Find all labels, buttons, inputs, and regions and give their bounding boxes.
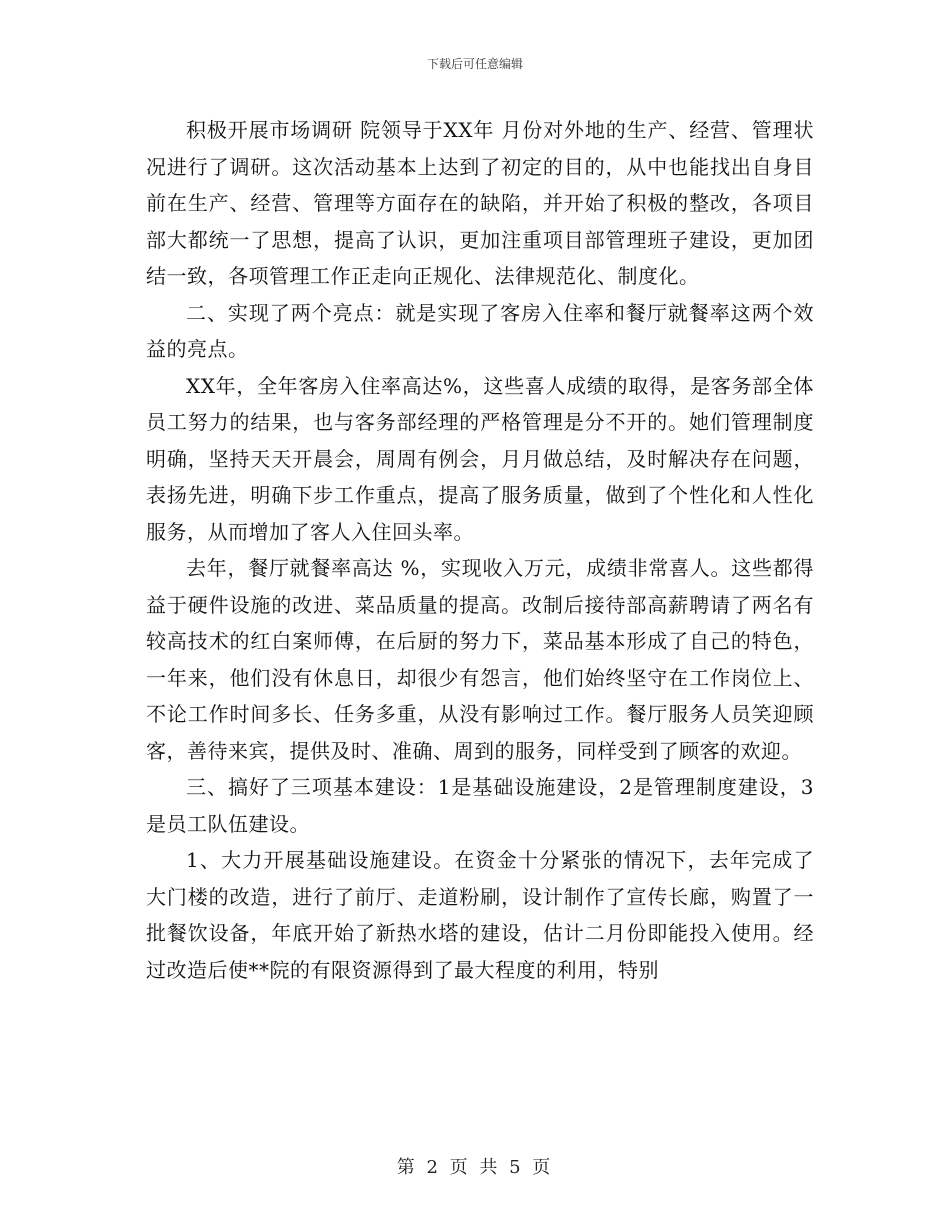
paragraph-three-constructions: 三、搞好了三项基本建设：1是基础设施建设，2是管理制度建设，3是员工队伍建设。 (146, 775, 814, 836)
paragraph-two-highlights: 二、实现了两个亮点：就是实现了客房入住率和餐厅就餐率这两个效益的亮点。 (146, 300, 814, 361)
paragraph-market-research: 积极开展市场调研 院领导于XX年 月份对外地的生产、经营、管理状况进行了调研。这次活动基本上达到了初定的目的，从中也能找出自身目前在生产、经营、管理等方面存在的缺陷，并开始了积极的整改，各项目部大都统一了思想，提高了认识，更加注重项目部管理班子建设，更加团结一致，各项管理工作正走向正规化、法律规范化、制度化。 (146, 118, 814, 288)
paragraph-room-occupancy: XX年，全年客房入住率高达%，这些喜人成绩的取得，是客务部全体员工努力的结果，也与客务部经理的严格管理是分不开的。她们管理制度明确，坚持天天开晨会，周周有例会，月月做总结，及时解决存在问题，表扬先进，明确下步工作重点，提高了服务质量，做到了个性化和人性化服务，从而增加了客人入住回头率。 (146, 373, 814, 544)
document-body (146, 112, 814, 988)
paragraph-restaurant-dining: 去年，餐厅就餐率高达 %，实现收入万元，成绩非常喜人。这些都得益于硬件设施的改进、菜品质量的提高。改制后接待部高薪聘请了两名有较高技术的红白案师傅，在后厨的努力下，菜品基本形成了自己的特色，一年来，他们没有休息日，却很少有怨言，他们始终坚守在工作岗位上、不论工作时间多长、任务多重，从没有影响过工作。餐厅服务人员笑迎顾客，善待来宾，提供及时、准确、周到的服务，同样受到了顾客的欢迎。 (146, 556, 814, 763)
paragraph-infrastructure: 1、大力开展基础设施建设。在资金十分紧张的情况下，去年完成了大门楼的改造，进行了前厅、走道粉刷，设计制作了宣传长廊，购置了一批餐饮设备，年底开始了新热水塔的建设，估计二月份即能投入使用。经过改造后使**院的有限资源得到了最大程度的利用，特别 (146, 848, 814, 982)
page-indicator: 第 2 页 共 5 页 (396, 1157, 554, 1178)
header-note: 下载后可任意编辑 (426, 57, 523, 71)
